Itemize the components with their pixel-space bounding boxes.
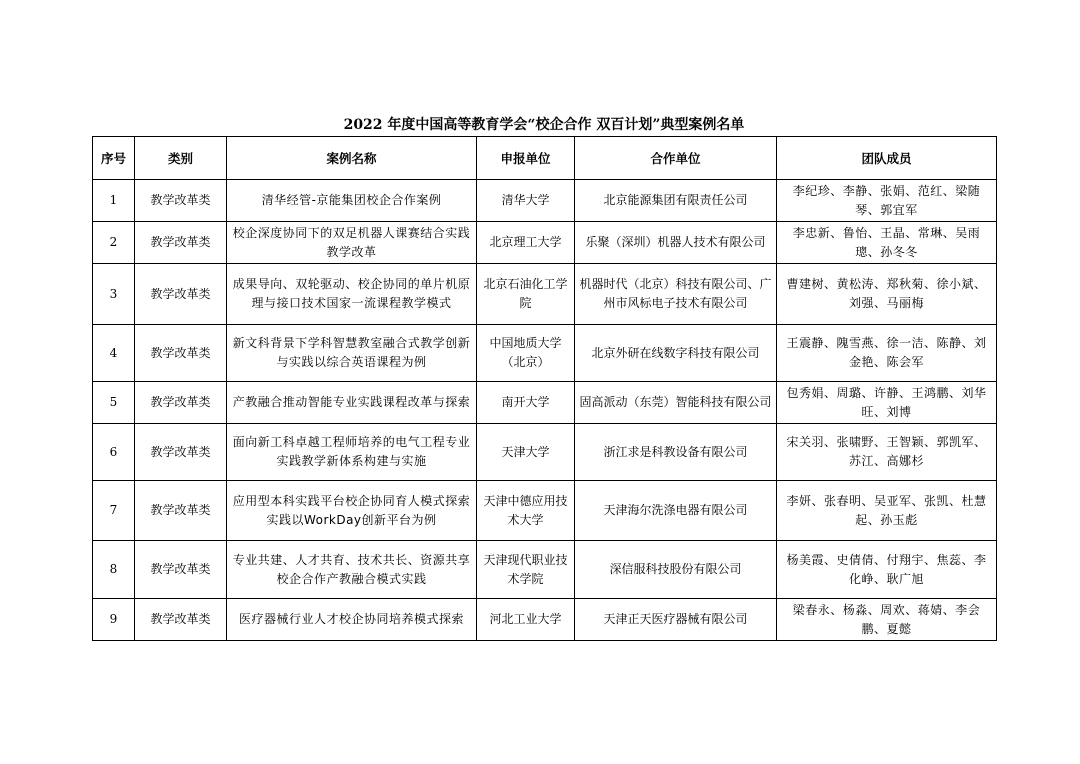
cell-partner: 天津正天医疗器械有限公司 — [575, 599, 777, 641]
table-row — [93, 180, 997, 222]
table-row — [93, 382, 997, 424]
cell-category: 教学改革类 — [135, 325, 227, 382]
header-team: 团队成员 — [777, 137, 997, 180]
header-seq: 序号 — [93, 137, 135, 180]
cell-team: 梁春永、杨淼、周欢、蒋婧、李会鹏、夏懿 — [777, 599, 997, 641]
header-case-name: 案例名称 — [227, 137, 477, 180]
cell-seq: 5 — [93, 382, 135, 424]
cell-team: 宋关羽、张啸野、王智颖、郭凯军、苏江、高娜杉 — [777, 424, 997, 481]
cell-partner: 机器时代（北京）科技有限公司、广州市风标电子技术有限公司 — [575, 264, 777, 325]
case-list-table — [92, 136, 997, 641]
cell-category: 教学改革类 — [135, 382, 227, 424]
cell-applicant: 北京理工大学 — [477, 222, 575, 264]
cell-partner: 乐聚（深圳）机器人技术有限公司 — [575, 222, 777, 264]
cell-case-name: 面向新工科卓越工程师培养的电气工程专业实践教学新体系构建与实施 — [227, 424, 477, 481]
cell-partner: 深信服科技股份有限公司 — [575, 541, 777, 599]
cell-applicant: 天津大学 — [477, 424, 575, 481]
cell-seq: 3 — [93, 264, 135, 325]
cell-team: 李忠新、鲁怡、王晶、常琳、吴雨璁、孙冬冬 — [777, 222, 997, 264]
cell-applicant: 中国地质大学（北京） — [477, 325, 575, 382]
cell-seq: 9 — [93, 599, 135, 641]
cell-partner: 北京外研在线数字科技有限公司 — [575, 325, 777, 382]
cell-applicant: 河北工业大学 — [477, 599, 575, 641]
cell-seq: 1 — [93, 180, 135, 222]
cell-applicant: 北京石油化工学院 — [477, 264, 575, 325]
cell-case-name: 专业共建、人才共育、技术共长、资源共享校企合作产教融合模式实践 — [227, 541, 477, 599]
cell-seq: 8 — [93, 541, 135, 599]
cell-seq: 4 — [93, 325, 135, 382]
cell-partner: 固高派动（东莞）智能科技有限公司 — [575, 382, 777, 424]
cell-team: 王震静、隗雪燕、徐一洁、陈静、刘金艳、陈会军 — [777, 325, 997, 382]
document-title: 2022 年度中国高等教育学会“校企合作 双百计划”典型案例名单 — [343, 117, 745, 133]
cell-partner: 浙江求是科教设备有限公司 — [575, 424, 777, 481]
cell-category: 教学改革类 — [135, 264, 227, 325]
table-row — [93, 541, 997, 599]
cell-category: 教学改革类 — [135, 424, 227, 481]
table-row — [93, 222, 997, 264]
cell-category: 教学改革类 — [135, 222, 227, 264]
table-header-row — [93, 137, 997, 180]
header-partner: 合作单位 — [575, 137, 777, 180]
cell-case-name: 清华经管-京能集团校企合作案例 — [227, 180, 477, 222]
cell-seq: 7 — [93, 481, 135, 541]
cell-team: 曹建树、黄松涛、郑秋菊、徐小斌、刘强、马丽梅 — [777, 264, 997, 325]
header-applicant: 申报单位 — [477, 137, 575, 180]
cell-category: 教学改革类 — [135, 599, 227, 641]
cell-team: 李纪珍、李静、张娟、范红、梁随琴、郭宜军 — [777, 180, 997, 222]
table-row — [93, 325, 997, 382]
cell-case-name: 校企深度协同下的双足机器人课赛结合实践教学改革 — [227, 222, 477, 264]
cell-category: 教学改革类 — [135, 180, 227, 222]
cell-case-name: 新文科背景下学科智慧教室融合式教学创新与实践以综合英语课程为例 — [227, 325, 477, 382]
cell-team: 包秀娟、周璐、许静、王鸿鹏、刘华旺、刘博 — [777, 382, 997, 424]
cell-applicant: 天津现代职业技术学院 — [477, 541, 575, 599]
table-row — [93, 264, 997, 325]
cell-team: 杨美霞、史倩倩、付翔宇、焦蕊、李化峥、耿广旭 — [777, 541, 997, 599]
cell-partner: 北京能源集团有限责任公司 — [575, 180, 777, 222]
cell-case-name: 应用型本科实践平台校企协同育人模式探索实践以WorkDay创新平台为例 — [227, 481, 477, 541]
cell-seq: 6 — [93, 424, 135, 481]
cell-category: 教学改革类 — [135, 481, 227, 541]
cell-case-name: 成果导向、双轮驱动、校企协同的单片机原理与接口技术国家一流课程教学模式 — [227, 264, 477, 325]
header-category: 类别 — [135, 137, 227, 180]
cell-partner: 天津海尔洗涤电器有限公司 — [575, 481, 777, 541]
cell-team: 李妍、张春明、吴亚军、张凯、杜慧起、孙玉彪 — [777, 481, 997, 541]
table-row — [93, 481, 997, 541]
table-row — [93, 424, 997, 481]
cell-applicant: 南开大学 — [477, 382, 575, 424]
cell-case-name: 产教融合推动智能专业实践课程改革与探索 — [227, 382, 477, 424]
cell-applicant: 天津中德应用技术大学 — [477, 481, 575, 541]
cell-category: 教学改革类 — [135, 541, 227, 599]
cell-case-name: 医疗器械行业人才校企协同培养模式探索 — [227, 599, 477, 641]
cell-seq: 2 — [93, 222, 135, 264]
cell-applicant: 清华大学 — [477, 180, 575, 222]
table-row — [93, 599, 997, 641]
